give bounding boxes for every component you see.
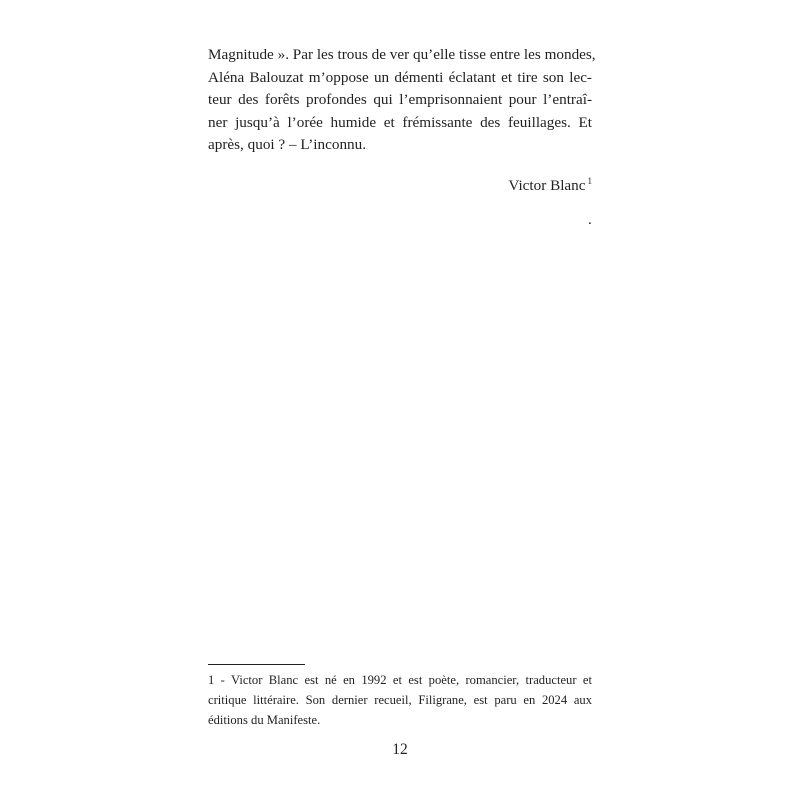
footnote-reference[interactable]: 1 — [587, 176, 592, 186]
paragraph — [208, 44, 596, 157]
author-signature — [508, 170, 592, 197]
text-line: Aléna Balouzat m’oppose un démenti éclatant et tire son lec- — [208, 68, 592, 86]
text-line: après, quoi ? – L’inconnu. — [208, 136, 367, 153]
author-name: Victor Blanc — [508, 177, 586, 194]
text-line: teur des forêts profondes qui l’emprisonnaient pour l’entraî- — [208, 91, 592, 108]
body-text — [208, 44, 596, 157]
footnote-line: 1 - Victor Blanc est né en 1992 et est poète, romancier, traducteur et — [208, 673, 592, 687]
text-line: Magnitude ». Par les trous de ver qu’elle tisse entre les mondes, — [208, 46, 596, 63]
stray-mark: . — [588, 212, 592, 228]
text-line: ner jusqu’à l’orée humide et frémissante des feuillages. Et — [208, 113, 592, 131]
footnote-line: éditions du Manifeste. — [208, 713, 321, 727]
footnote-separator — [208, 664, 305, 665]
footnote-line: critique littéraire. Son dernier recueil, Filigrane, est paru en 2024 aux — [208, 693, 592, 707]
footnote — [208, 670, 592, 730]
page-number: 12 — [392, 741, 408, 758]
